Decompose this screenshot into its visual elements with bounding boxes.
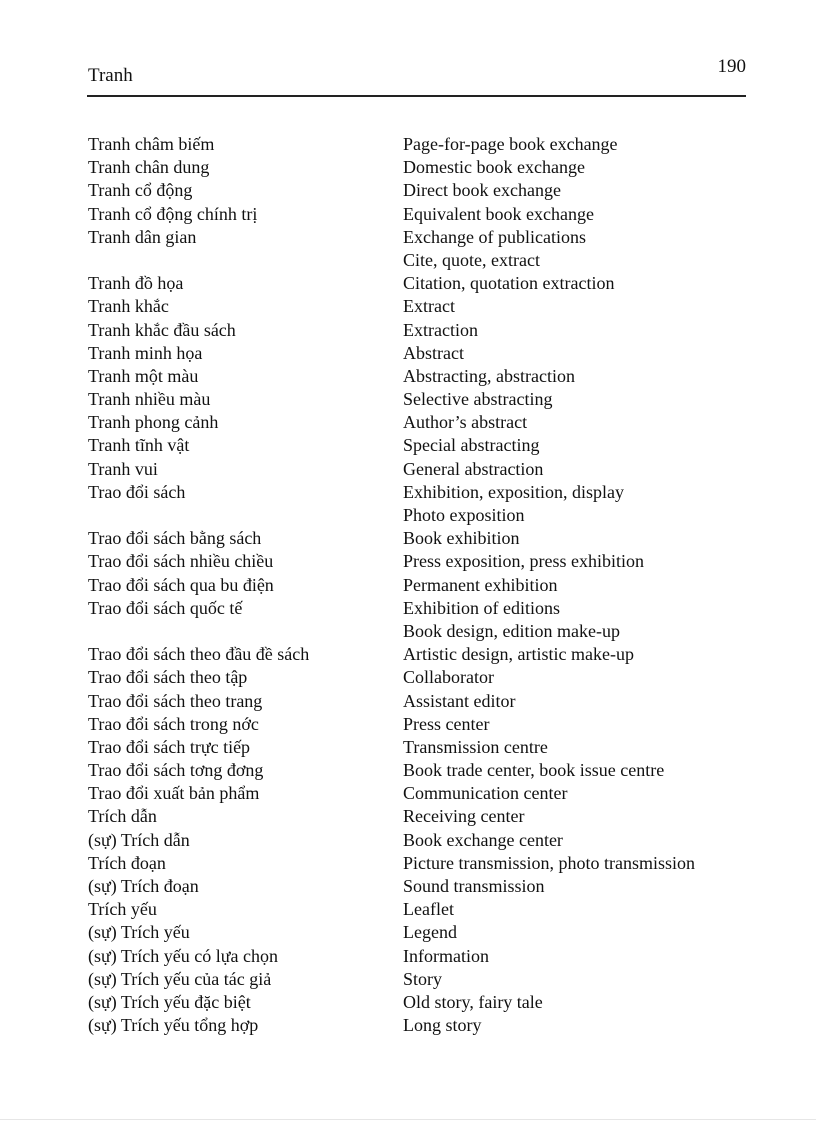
vietnamese-term: Trao đổi sách bằng sách — [88, 528, 262, 549]
english-term: Long story — [403, 1015, 482, 1036]
header-divider — [87, 95, 746, 97]
vietnamese-term: Trao đổi sách quốc tế — [88, 597, 243, 618]
english-term: Citation, quotation extraction — [403, 273, 615, 294]
english-term: Extract — [403, 296, 455, 317]
english-term: Press exposition, press exhibition — [403, 551, 644, 572]
vietnamese-term — [88, 620, 309, 643]
english-term: Collaborator — [403, 667, 494, 688]
english-term: Picture transmission, photo transmission — [403, 852, 695, 873]
vietnamese-terms-column — [88, 133, 309, 1037]
english-term: Cite, quote, extract — [403, 249, 540, 270]
vietnamese-term: Tranh nhiều màu — [88, 389, 211, 410]
english-term: Permanent exhibition — [403, 574, 558, 595]
english-term: Legend — [403, 922, 457, 943]
vietnamese-term: Trao đổi sách theo tập — [88, 667, 248, 688]
english-term: General abstraction — [403, 458, 544, 479]
english-term: Transmission centre — [403, 736, 548, 757]
english-term: Abstract — [403, 342, 464, 363]
english-term: Assistant editor — [403, 690, 516, 711]
english-term: Abstracting, abstraction — [403, 365, 575, 386]
english-term: Receiving center — [403, 806, 525, 827]
english-terms-column — [403, 133, 695, 1037]
english-term: Exhibition, exposition, display — [403, 481, 624, 502]
vietnamese-term: Tranh khắc — [88, 296, 169, 317]
english-term: Sound transmission — [403, 876, 545, 896]
vietnamese-term: Tranh một màu — [88, 365, 199, 386]
english-term: Photo exposition — [403, 505, 525, 525]
vietnamese-term: Trao đổi xuất bản phẩm — [88, 783, 260, 804]
page-number: 190 — [717, 56, 746, 77]
vietnamese-term: Tranh đồ họa — [88, 273, 184, 294]
vietnamese-term: Tranh tĩnh vật — [88, 435, 190, 456]
vietnamese-term: Trích đoạn — [88, 852, 166, 873]
english-term: Equivalent book exchange — [403, 203, 594, 224]
vietnamese-term: Trao đổi sách theo trang — [88, 690, 263, 711]
vietnamese-term: Trao đổi sách tơng đơng — [88, 760, 264, 781]
english-term: Information — [403, 945, 489, 966]
english-term: Page-for-page book exchange — [403, 134, 618, 154]
english-term: Book exchange center — [403, 829, 563, 850]
vietnamese-term: Tranh cổ động — [88, 180, 193, 201]
english-term: Communication center — [403, 783, 568, 804]
english-term: Book trade center, book issue centre — [403, 760, 665, 781]
vietnamese-term: Tranh khắc đầu sách — [88, 319, 236, 340]
english-term: Book exhibition — [403, 528, 520, 549]
vietnamese-term: (sự) Trích yếu của tác giả — [88, 968, 272, 989]
english-term: Exchange of publications — [403, 226, 586, 247]
vietnamese-term: Tranh châm biếm — [88, 134, 215, 154]
vietnamese-term: (sự) Trích yếu — [88, 922, 190, 943]
vietnamese-term: (sự) Trích yếu tổng hợp — [88, 1015, 259, 1036]
english-term: Special abstracting — [403, 435, 540, 456]
vietnamese-term: (sự) Trích yếu đặc biệt — [88, 991, 251, 1012]
vietnamese-term: Trao đổi sách — [88, 481, 186, 502]
vietnamese-term: Trích yếu — [88, 899, 157, 920]
vietnamese-term: Trao đổi sách trực tiếp — [88, 736, 251, 757]
vietnamese-term: Trao đổi sách nhiều chiều — [88, 551, 274, 572]
english-term: Direct book exchange — [403, 180, 561, 201]
vietnamese-term: Tranh vui — [88, 458, 158, 479]
english-term: Extraction — [403, 319, 478, 340]
vietnamese-term: Trao đổi sách qua bu điện — [88, 574, 274, 595]
english-term: Artistic design, artistic make-up — [403, 644, 634, 665]
english-term: Story — [403, 968, 443, 989]
vietnamese-term — [88, 504, 309, 527]
running-header-title: Tranh — [88, 65, 133, 86]
english-term: Selective abstracting — [403, 389, 553, 410]
vietnamese-term: Tranh cổ động chính trị — [88, 203, 258, 224]
vietnamese-term: Tranh chân dung — [88, 157, 210, 178]
vietnamese-term: (sự) Trích yếu có lựa chọn — [88, 945, 278, 966]
vietnamese-term: (sự) Trích đoạn — [88, 876, 199, 896]
vietnamese-term: Trao đổi sách theo đầu đề sách — [88, 644, 310, 665]
vietnamese-term: Tranh dân gian — [88, 226, 197, 247]
english-term: Old story, fairy tale — [403, 991, 543, 1012]
vietnamese-term: Tranh phong cảnh — [88, 412, 219, 433]
english-term: Domestic book exchange — [403, 157, 585, 178]
vietnamese-term: Trao đổi sách trong nớc — [88, 713, 259, 734]
english-term: Author’s abstract — [403, 412, 528, 433]
english-term: Leaflet — [403, 899, 454, 920]
vietnamese-term: (sự) Trích dẫn — [88, 829, 190, 850]
vietnamese-term — [88, 249, 309, 272]
vietnamese-term: Tranh minh họa — [88, 342, 203, 363]
vietnamese-term: Trích dẫn — [88, 806, 157, 827]
page-bottom-edge — [0, 1119, 816, 1120]
english-term: Press center — [403, 713, 490, 734]
english-term: Exhibition of editions — [403, 597, 560, 618]
english-term: Book design, edition make-up — [403, 620, 620, 641]
